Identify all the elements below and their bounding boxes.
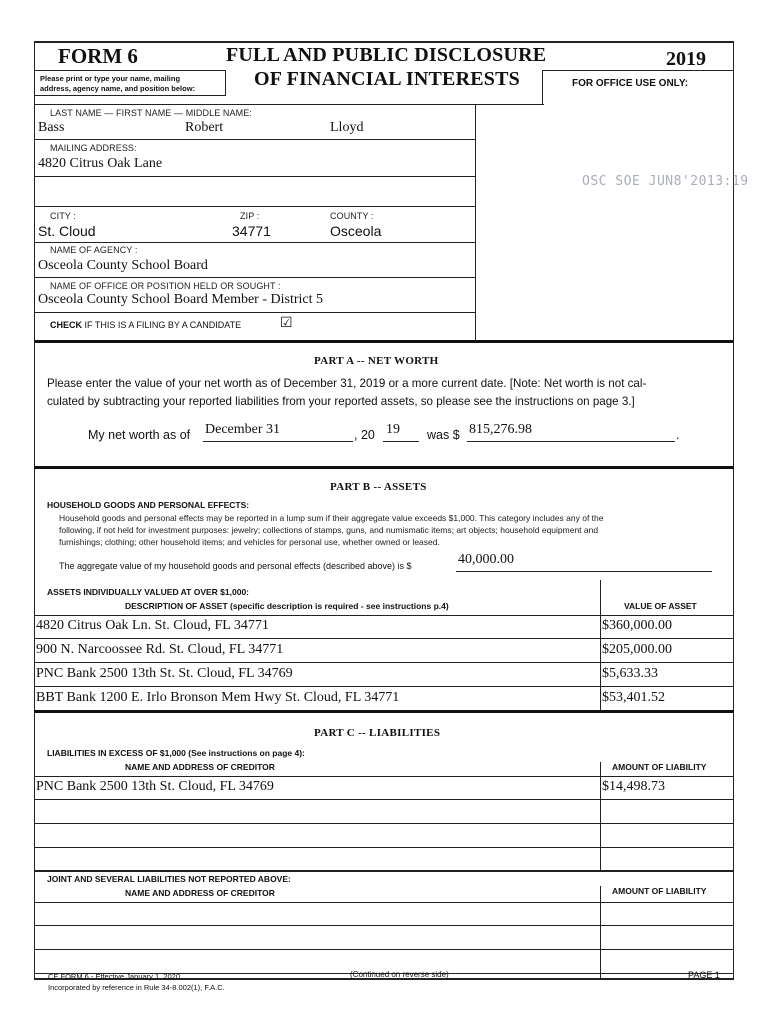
instruction-box	[34, 70, 226, 96]
mailing-label: MAILING ADDRESS:	[50, 143, 137, 153]
city-label: CITY :	[50, 211, 76, 221]
asset-value: $360,000.00	[602, 618, 672, 633]
net-worth-amount: 815,276.98	[469, 422, 532, 437]
footer-continued: (Continued on reverse side)	[350, 970, 449, 979]
part-a-title: PART A -- NET WORTH	[314, 355, 439, 367]
form-year: 2019	[666, 48, 706, 70]
net-worth-was-label: was $	[427, 428, 460, 442]
joint-table-row[interactable]	[34, 926, 734, 950]
asset-description: 4820 Citrus Oak Ln. St. Cloud, FL 34771	[36, 618, 269, 633]
asset-value: $205,000.00	[602, 642, 672, 657]
footer-form-line2: Incorporated by reference in Rule 34-8.002(1), F.A.C.	[48, 983, 225, 992]
office-field[interactable]: Osceola County School Board Member - District 5	[38, 292, 324, 307]
table-row[interactable]	[34, 824, 734, 848]
joint-creditor-header: NAME AND ADDRESS OF CREDITOR	[125, 888, 275, 898]
candidate-check-bold: CHECK	[50, 320, 83, 330]
part-b-title: PART B -- ASSETS	[330, 481, 427, 493]
household-text-3: furnishings; clothing; other household items; and vehicles for personal use, whether owned or leased.	[59, 537, 440, 547]
first-name-field[interactable]: Robert	[185, 120, 224, 135]
candidate-check-text: IF THIS IS A FILING BY A CANDIDATE	[84, 320, 242, 330]
form-number: FORM 6	[58, 44, 138, 68]
middle-name-field[interactable]: Lloyd	[330, 120, 364, 135]
net-worth-date: December 31	[205, 422, 281, 437]
household-heading: HOUSEHOLD GOODS AND PERSONAL EFFECTS:	[47, 500, 250, 510]
table-row[interactable]	[34, 615, 734, 639]
net-worth-year: 19	[386, 422, 400, 437]
last-name-field[interactable]: Bass	[38, 120, 65, 135]
county-label: COUNTY :	[330, 211, 374, 221]
zip-field[interactable]: 34771	[232, 223, 271, 239]
part-a-instructions-line1: Please enter the value of your net worth as of December 31, 2019 or a more current date. [Note: Net worth is not cal-	[47, 377, 647, 390]
part-a-instructions-line2: culated by subtracting your reported liabilities from your reported assets, so please see the instructions on page 3.]	[47, 395, 635, 408]
joint-table-row[interactable]	[34, 902, 734, 926]
asset-value-header: VALUE OF ASSET	[624, 601, 697, 611]
agency-label: NAME OF AGENCY :	[50, 245, 138, 255]
footer-form-line1: CE FORM 6 - Effective January 1, 2020	[48, 972, 181, 981]
net-worth-prefix: My net worth as of	[88, 428, 191, 442]
name-label: LAST NAME — FIRST NAME — MIDDLE NAME:	[50, 108, 252, 118]
city-field[interactable]: St. Cloud	[38, 223, 96, 239]
zip-label: ZIP :	[240, 211, 260, 221]
table-row[interactable]	[34, 776, 734, 800]
household-text-1: Household goods and personal effects may be reported in a lump sum if their aggregate value exceeds $1,000. This category includes any of the	[59, 513, 604, 523]
part-c-title: PART C -- LIABILITIES	[314, 727, 441, 739]
creditor-header: NAME AND ADDRESS OF CREDITOR	[125, 762, 275, 772]
joint-amount-header: AMOUNT OF LIABILITY	[612, 886, 707, 896]
instruction-line2: address, agency name, and position below:	[40, 84, 196, 93]
footer-page: PAGE 1	[688, 970, 720, 980]
net-worth-year-prefix: , 20	[354, 428, 375, 442]
top-border	[34, 41, 734, 43]
office-label: NAME OF OFFICE OR POSITION HELD OR SOUGHT :	[50, 281, 281, 291]
household-text-2: following, if not held for investment purposes: jewelry; collections of stamps, guns, and numismatic items; art objects; household equipment and	[59, 525, 599, 535]
creditor: PNC Bank 2500 13th St. Cloud, FL 34769	[36, 779, 274, 794]
assets-heading: ASSETS INDIVIDUALLY VALUED AT OVER $1,000:	[47, 587, 249, 597]
asset-description: PNC Bank 2500 13th St. St. Cloud, FL 34769	[36, 666, 293, 681]
mailing-address-field[interactable]: 4820 Citrus Oak Lane	[38, 156, 163, 171]
candidate-checkbox[interactable]: ☑	[280, 315, 293, 331]
county-field[interactable]: Osceola	[330, 223, 382, 239]
asset-value: $53,401.52	[602, 690, 665, 705]
asset-description: BBT Bank 1200 E. Irlo Bronson Mem Hwy St. Cloud, FL 34771	[36, 690, 400, 705]
table-row[interactable]	[34, 687, 734, 711]
agency-field[interactable]: Osceola County School Board	[38, 258, 208, 273]
net-worth-amount-field[interactable]	[467, 424, 675, 442]
net-worth-date-field[interactable]	[203, 424, 353, 442]
aggregate-value: 40,000.00	[458, 552, 514, 567]
table-row[interactable]	[34, 663, 734, 687]
liabilities-heading: LIABILITIES IN EXCESS OF $1,000 (See instructions on page 4):	[47, 748, 305, 758]
liability-amount-header: AMOUNT OF LIABILITY	[612, 762, 707, 772]
table-row[interactable]	[34, 639, 734, 663]
received-stamp: OSC SOE JUN8'2013:19	[582, 174, 749, 189]
net-worth-period: .	[676, 428, 680, 442]
asset-description: 900 N. Narcoossee Rd. St. Cloud, FL 34771	[36, 642, 284, 657]
net-worth-year-field[interactable]	[383, 424, 419, 442]
aggregate-value-field[interactable]	[456, 552, 712, 572]
form-title-line1: FULL AND PUBLIC DISCLOSURE	[226, 44, 547, 66]
candidate-check-row	[50, 320, 241, 330]
asset-description-header: DESCRIPTION OF ASSET (specific description is required - see instructions p.4)	[125, 601, 449, 611]
liability-amount: $14,498.73	[602, 779, 665, 794]
table-row[interactable]	[34, 800, 734, 824]
joint-heading: JOINT AND SEVERAL LIABILITIES NOT REPORTED ABOVE:	[47, 874, 291, 884]
aggregate-label: The aggregate value of my household goods and personal effects (described above) is $	[59, 561, 412, 571]
form-title-line2: OF FINANCIAL INTERESTS	[254, 68, 520, 90]
instruction-line1: Please print or type your name, mailing	[40, 74, 181, 83]
asset-value: $5,633.33	[602, 666, 658, 681]
office-use-label: FOR OFFICE USE ONLY:	[572, 78, 689, 89]
